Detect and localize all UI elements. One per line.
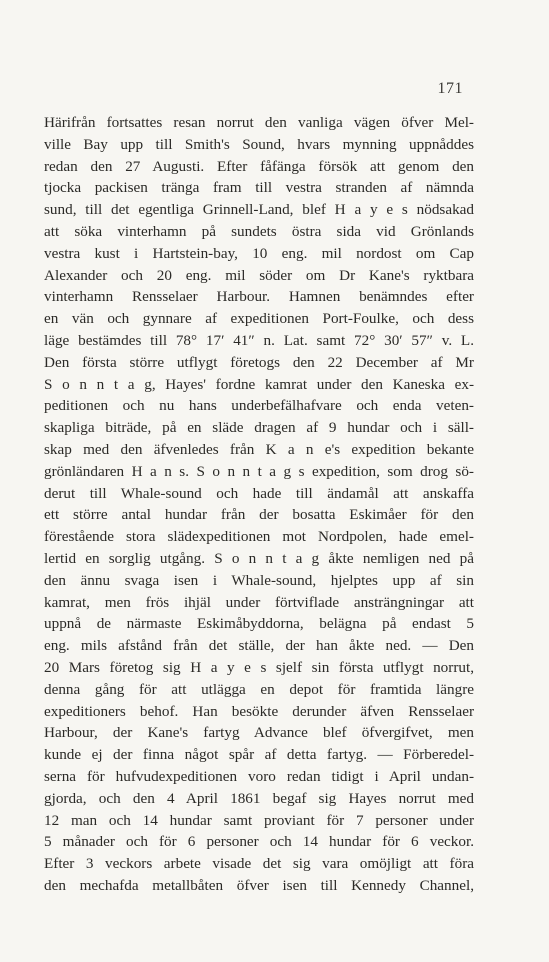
text-line: Härifrån fortsattes resan norrut den vanliga vägen öfver Mel-: [44, 114, 474, 131]
text-line: gjorda, och den 4 April 1861 begaf sig Hayes norrut med: [44, 789, 474, 807]
text-line: denna gång för att utlägga en depot för framtida längre: [44, 680, 474, 698]
text-line: tjocka packisen tränga fram till vestra stranden af nämnda: [44, 179, 474, 197]
text-line: den ännu svaga isen i Whale-sound, hjelptes upp af sin: [44, 571, 474, 589]
text-line: lertid en sorglig utgång. S o n n t a g åkte nemligen ned på: [44, 549, 474, 567]
text-line: den mechafda metallbåten öfver isen till Kennedy Channel,: [44, 876, 474, 894]
text-line: serna för hufvudexpeditionen voro redan tidigt i April undan-: [44, 767, 474, 785]
text-line: eng. mils afstånd från det ställe, der han åkte ned. — Den: [44, 637, 474, 655]
text-line: en vän och gynnare af expeditionen Port-Foulke, och dess: [44, 310, 474, 328]
body-text: [44, 112, 474, 897]
text-line: Harbour, der Kane's fartyg Advance blef öfvergifvet, men: [44, 724, 474, 742]
text-line: att söka vinterhamn på sundets östra sida vid Grönlands: [44, 222, 474, 240]
text-line: 5 månader och för 6 personer och 14 hundar för 6 veckor.: [44, 833, 474, 851]
text-line: förestående stora slädexpeditionen mot Nordpolen, hade emel-: [44, 528, 474, 546]
page-number: 171: [437, 80, 463, 97]
text-line: vinterhamn Rensselaer Harbour. Hamnen benämndes efter: [44, 288, 474, 306]
text-line: skap med den äfvenledes från K a n e's expedition bekante: [44, 440, 474, 458]
text-line: ett större antal hundar från der bosatta Eskimåer för den: [44, 506, 474, 524]
text-line: vestra kust i Hartstein-bay, 10 eng. mil nordost om Cap: [44, 244, 474, 262]
text-line: sund, till det egentliga Grinnell-Land, blef H a y e s nödsakad: [44, 201, 474, 219]
text-line: peditionen och nu hans underbefälhafvare och enda veten-: [44, 397, 474, 415]
text-line: grönländaren H a n s. S o n n t a g s expedition, som drog sö-: [44, 462, 474, 480]
text-line: kamrat, men frös ihjäl under förtviflade ansträngningar att: [44, 593, 474, 611]
text-line: läge bestämdes till 78° 17′ 41″ n. Lat. samt 72° 30′ 57″ v. L.: [44, 331, 474, 349]
text-line: skapliga biträde, på en släde dragen af 9 hundar och i säll-: [44, 419, 474, 437]
text-line: S o n n t a g, Hayes' fordne kamrat under den Kaneska ex-: [44, 375, 474, 393]
text-line: expeditioners behof. Han besökte derunder äfven Rensselaer: [44, 702, 474, 720]
text-line: uppnå de närmaste Eskimåbyddorna, belägna på endast 5: [44, 615, 474, 633]
text-line: derut till Whale-sound och hade till ändamål att anskaffa: [44, 484, 474, 502]
text-line: Efter 3 veckors arbete visade det sig vara omöjligt att föra: [44, 855, 474, 873]
text-line: ville Bay upp till Smith's Sound, hvars mynning uppnåddes: [44, 135, 474, 153]
text-line: 20 Mars företog sig H a y e s sjelf sin första utflygt norrut,: [44, 658, 474, 676]
text-line: 12 man och 14 hundar samt proviant för 7 personer under: [44, 811, 474, 829]
text-line: Den första större utflygt företogs den 22 December af Mr: [44, 353, 474, 371]
text-line: redan den 27 Augusti. Efter fåfänga försök att genom den: [44, 157, 474, 175]
text-line: Alexander och 20 eng. mil söder om Dr Kane's ryktbara: [44, 266, 474, 284]
text-line: kunde ej der finna något spår af detta fartyg. — Förberedel-: [44, 746, 474, 764]
